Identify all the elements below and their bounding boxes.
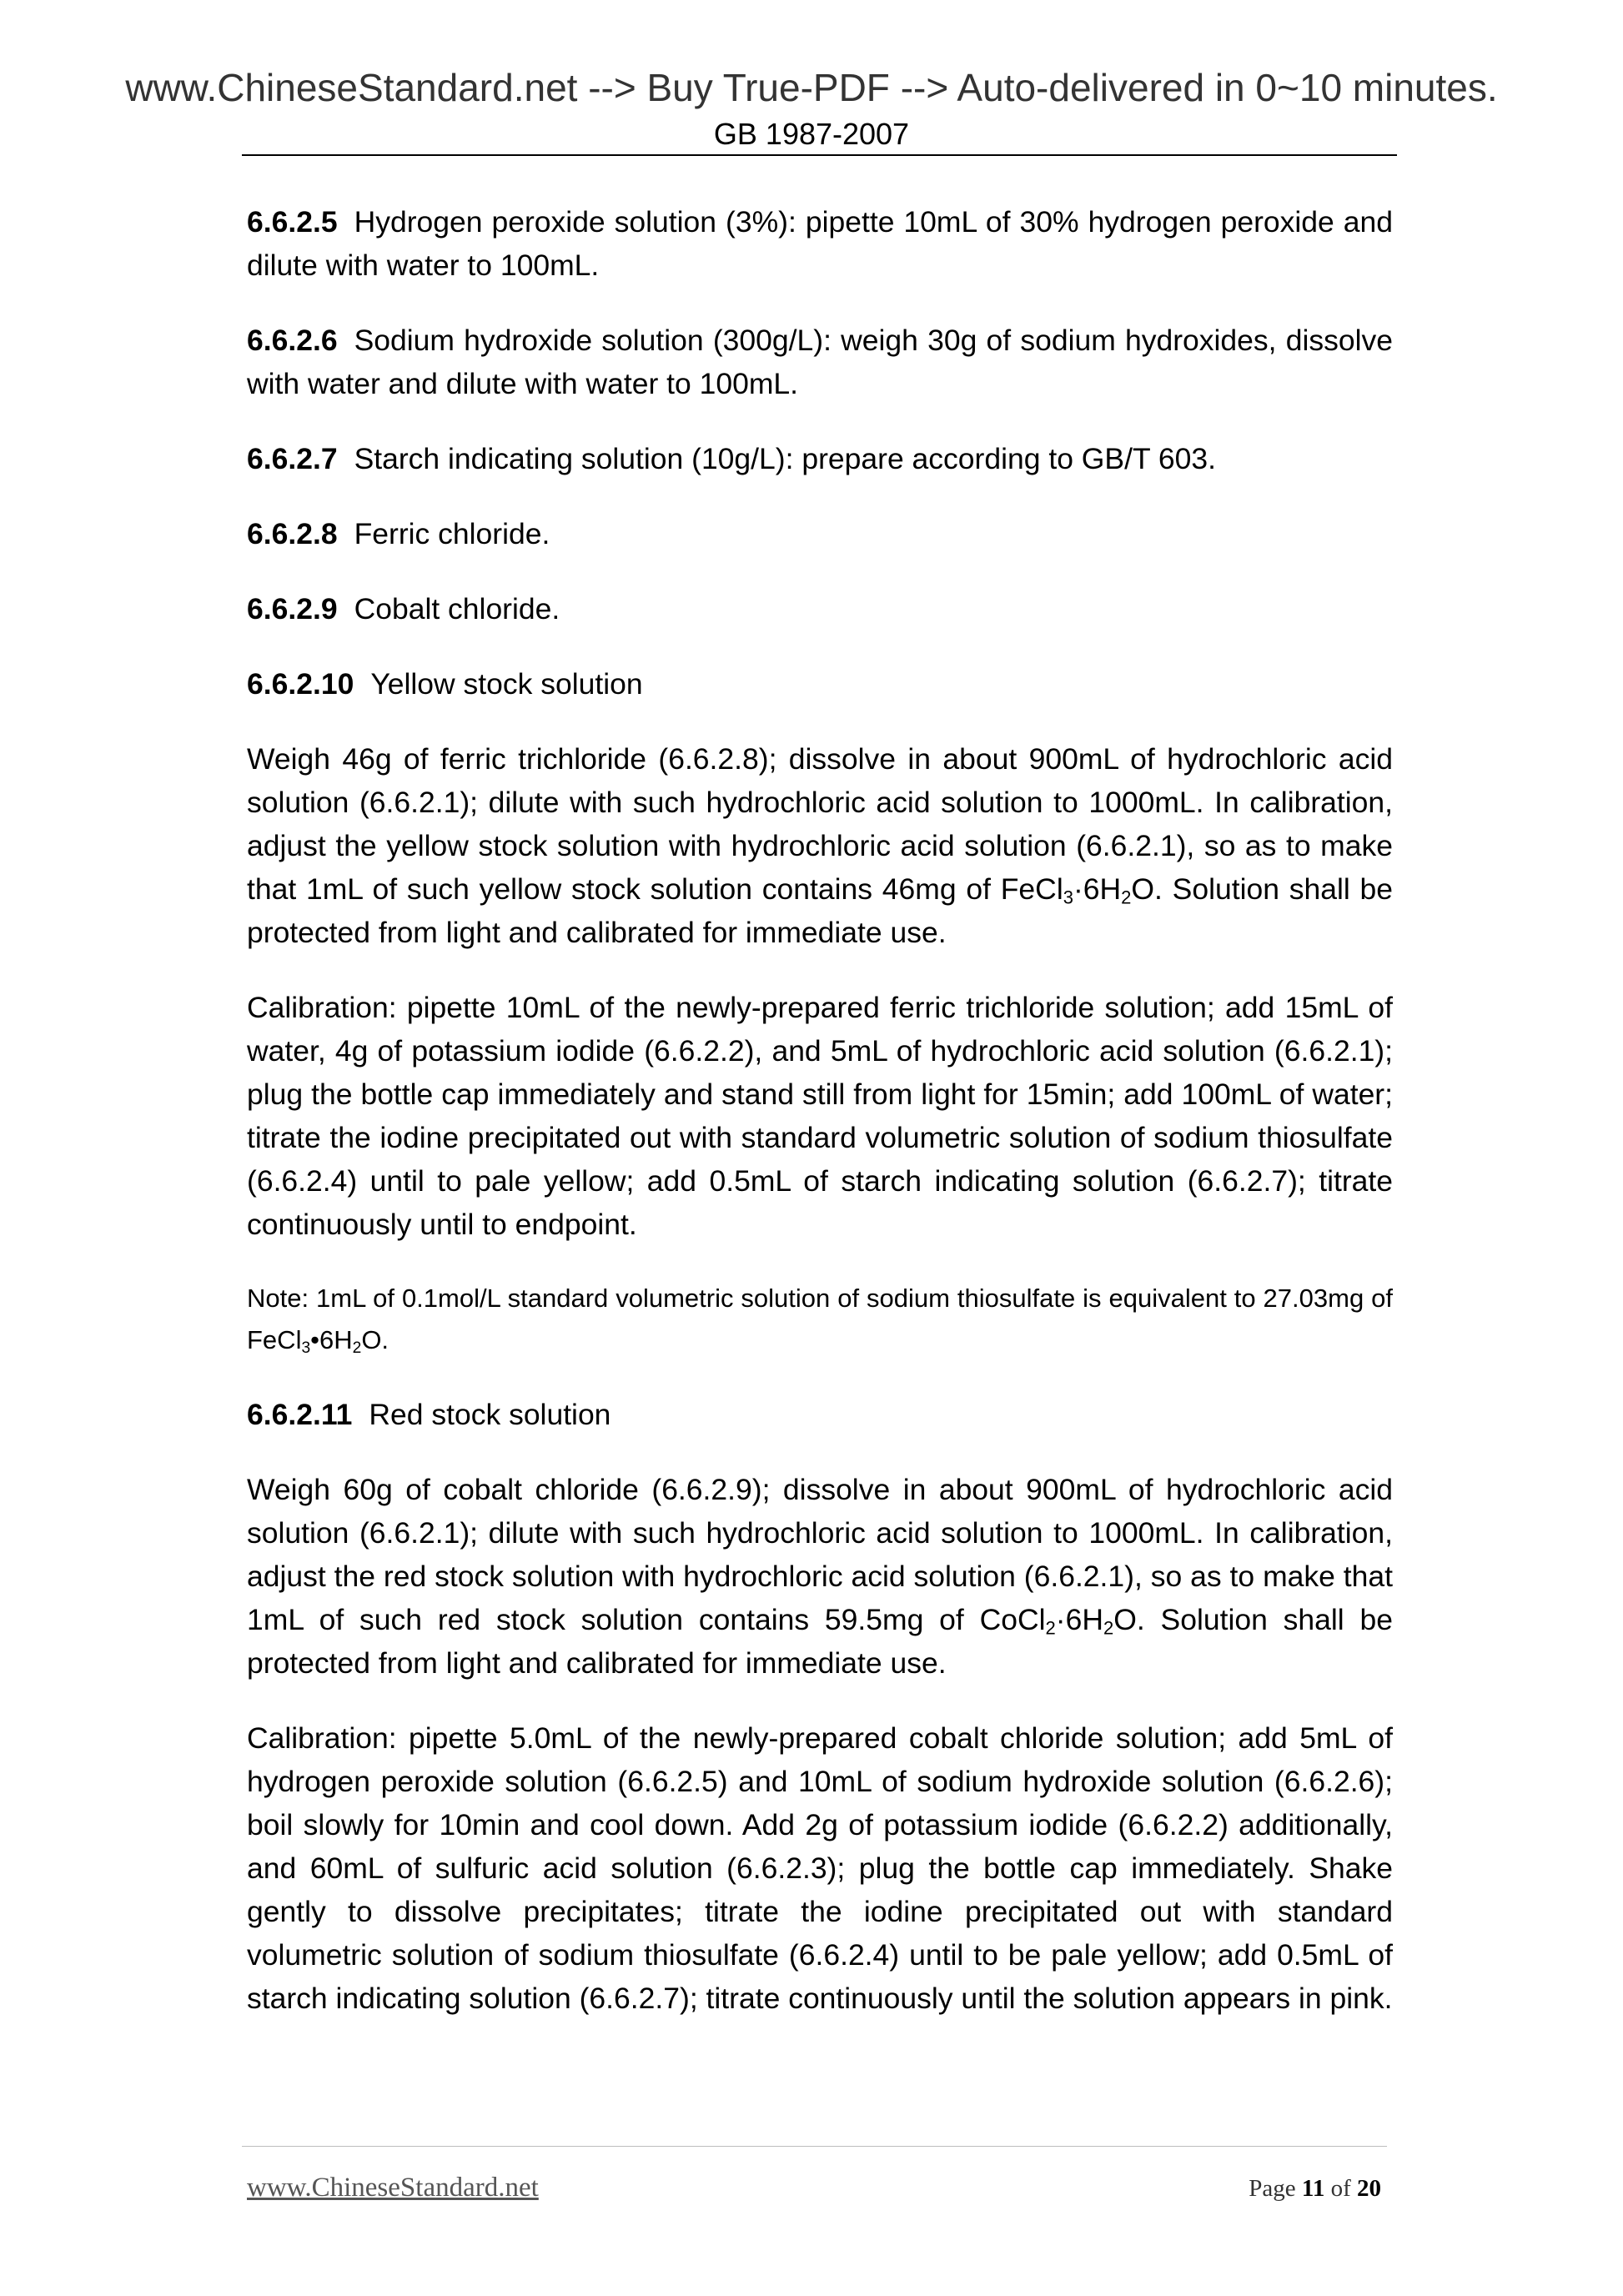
- clause-number: 6.6.2.10: [247, 667, 354, 701]
- note-text: Note: 1mL of 0.1mol/L standard volumetric solution of sodium thiosulfate is equivalent to 27.03mg of FeCl: [247, 1284, 1393, 1354]
- red-stock-calibration: Calibration: pipette 5.0mL of the newly-prepared cobalt chloride solution; add 5mL of hydrogen peroxide solution (6.6.2.5) and 10mL of sodium hydroxide solution (6.6.2.6); boil slowly for 10min and cool down. Add 2g of potassium iodide (6.6.2.2) additionally, and 60mL of sulfuric acid solution (6.6.2.3); plug the bottle cap immediately. Shake gently to dissolve precipitates; titrate the iodine precipitated out with standard volumetric solution of sodium thiosulfate (6.6.2.4) until to be pale yellow; add 0.5mL of starch indicating solution (6.6.2.7); titrate continuously until the solution appears in pink.: [247, 1721, 1393, 2015]
- subscript: 3: [301, 1339, 311, 1357]
- note-text: •6H: [310, 1325, 353, 1354]
- footer-rule: [242, 2146, 1387, 2147]
- clause-6-6-2-10: [247, 662, 1393, 706]
- clause-number: 6.6.2.7: [247, 442, 338, 475]
- of-word: of: [1330, 2175, 1351, 2202]
- red-stock-preparation: [247, 1468, 1393, 1685]
- paragraph-text: Weigh 46g of ferric trichloride (6.6.2.8); dissolve in about 900mL of hydrochloric acid solution (6.6.2.1); dilute with such hydrochloric acid solution to 1000mL. In calibration, adjust the yellow stock solution with hydrochloric acid solution (6.6.2.1), so as to make that 1mL of such yellow stock solution contains 46mg of FeCl: [247, 742, 1393, 906]
- clause-6-6-2-8: [247, 512, 1393, 555]
- subscript: 2: [1121, 887, 1132, 908]
- clause-heading: Red stock solution: [369, 1398, 611, 1431]
- header-rule: [242, 154, 1397, 156]
- page-indicator: [1249, 2175, 1381, 2203]
- standard-number: GB 1987-2007: [713, 117, 910, 151]
- page-total: 20: [1357, 2175, 1381, 2202]
- clause-6-6-2-5: [247, 200, 1393, 287]
- clause-6-6-2-11: [247, 1393, 1393, 1436]
- document-body: [247, 200, 1393, 2052]
- clause-number: 6.6.2.11: [247, 1398, 353, 1431]
- header-banner: www.ChineseStandard.net --> Buy True-PDF --> Auto-delivered in 0~10 minutes.: [125, 66, 1498, 109]
- paragraph-text: O. Solution shall be protected from light and calibrated for immediate use.: [247, 872, 1393, 949]
- clause-6-6-2-9: [247, 587, 1393, 631]
- clause-text: Sodium hydroxide solution (300g/L): weigh 30g of sodium hydroxides, dissolve with water and dilute with water to 100mL.: [247, 324, 1393, 400]
- clause-number: 6.6.2.8: [247, 517, 338, 550]
- page-number: 11: [1301, 2175, 1325, 2202]
- page-word: Page: [1249, 2175, 1296, 2202]
- clause-text: Hydrogen peroxide solution (3%): pipette 10mL of 30% hydrogen peroxide and dilute with water to 100mL.: [247, 205, 1393, 282]
- paragraph-text: ·6H: [1055, 1603, 1103, 1636]
- yellow-stock-preparation: [247, 737, 1393, 954]
- subscript: 2: [1045, 1617, 1056, 1639]
- note: [247, 1278, 1393, 1361]
- yellow-stock-calibration: Calibration: pipette 10mL of the newly-prepared ferric trichloride solution; add 15mL of water, 4g of potassium iodide (6.6.2.2), and 5mL of hydrochloric acid solution (6.6.2.1); plug the bottle cap immediately and stand still from light for 15min; add 100mL of water; titrate the iodine precipitated out with standard volumetric solution of sodium thiosulfate (6.6.2.4) until to pale yellow; add 0.5mL of starch indicating solution (6.6.2.7); titrate continuously until to endpoint.: [247, 991, 1393, 1241]
- paragraph-text: Weigh 60g of cobalt chloride (6.6.2.9); dissolve in about 900mL of hydrochloric acid solution (6.6.2.1); dilute with such hydrochloric acid solution to 1000mL. In calibration, adjust the red stock solution with hydrochloric acid solution (6.6.2.1), so as to make that 1mL of such red stock solution contains 59.5mg of CoCl: [247, 1473, 1393, 1636]
- subscript: 2: [352, 1339, 362, 1357]
- note-text: O.: [361, 1325, 389, 1354]
- subscript: 2: [1103, 1617, 1114, 1639]
- clause-number: 6.6.2.6: [247, 324, 338, 357]
- paragraph-text: ·6H: [1073, 872, 1122, 906]
- subscript: 3: [1063, 887, 1073, 908]
- clause-text: Cobalt chloride.: [354, 592, 560, 625]
- clause-text: Ferric chloride.: [354, 517, 550, 550]
- clause-6-6-2-7: [247, 437, 1393, 480]
- clause-heading: Yellow stock solution: [370, 667, 643, 701]
- clause-text: Starch indicating solution (10g/L): prepare according to GB/T 603.: [354, 442, 1216, 475]
- clause-number: 6.6.2.9: [247, 592, 338, 625]
- paragraph-text: O. Solution shall be protected from light and calibrated for immediate use.: [247, 1603, 1393, 1680]
- clause-number: 6.6.2.5: [247, 205, 338, 239]
- clause-6-6-2-6: [247, 319, 1393, 405]
- footer-site-link[interactable]: www.ChineseStandard.net: [247, 2173, 539, 2203]
